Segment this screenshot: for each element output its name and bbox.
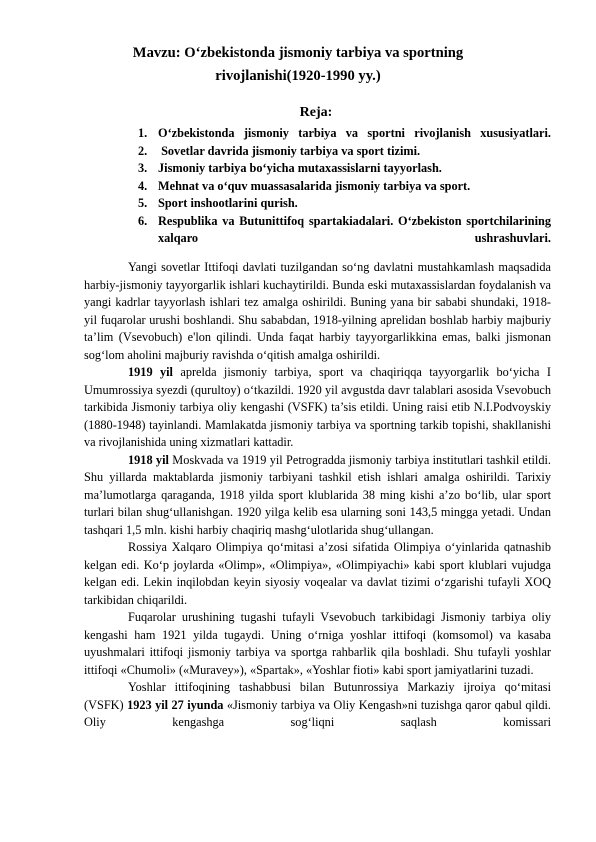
paragraph-bold-date: 1923 yil 27 iyunda	[127, 697, 224, 712]
plan-item-number: 2.	[138, 143, 148, 158]
paragraph	[84, 364, 551, 452]
document-title: Mavzu: O‘zbekistonda jismoniy tarbiya va sportning rivojlanishi(1920-1990 yy.)	[132, 45, 464, 84]
plan-item-number: 1.	[138, 126, 148, 140]
plan-item	[138, 160, 551, 178]
plan-item	[138, 178, 551, 196]
paragraph	[84, 679, 551, 732]
paragraph-text: Yoshlar ittifoqining tashabbusi bilan Butunrossiya Markaziy ijroiya qo‘mitasi (VSFK)	[84, 680, 551, 712]
paragraph-text: Moskvada va 1919 yil Petrogradda jismoniy tarbiya institutlari tashkil etildi. Shu yillarda maktablarda jismoniy tarbiyani tashkil etish ishlari amalga oshirildi. Tarixiy ma’lumotlarga qaraganda, 1918 yilda sport klublarida 38 ming kishi a’zo bo‘lib, ular sport turlari bilan shug‘ullanishgan. 1920 yilga kelib esa ularning soni 143,5 mingga yetadi. Undan tashqari 1,5 mln. kishi harbiy chaqiriq mashg‘ulotlarida shug‘ullangan.	[84, 452, 551, 537]
paragraph	[84, 259, 551, 364]
paragraph-text: «Jismoniy tarbiya va Oliy Kengash»ni tuzishga qaror qabul qildi. Oliy kengashga sog‘liqni saqlash komissari	[84, 697, 552, 729]
paragraph	[84, 609, 551, 679]
plan-item-number: 5.	[138, 196, 148, 210]
plan-item-number: 4.	[138, 178, 148, 193]
plan-item	[138, 125, 551, 143]
plan-item-text: Mehnat va o‘quv muassasalarida jismoniy tarbiya va sport.	[158, 178, 471, 193]
paragraph	[84, 539, 551, 609]
plan-item-text: O‘zbekistonda jismoniy tarbiya va sportni rivojlanish xususiyatlari.	[158, 126, 551, 140]
paragraph	[84, 452, 551, 540]
body-text	[84, 259, 551, 732]
paragraph-text: Fuqarolar urushining tugashi tufayli Vsevobuch tarkibidagi Jismoniy tarbiya oliy kengashi ham 1921 yilda tugaydi. Uning o‘rniga yoshlar ittifoqi (komsomol) va kasaba uyushmalari ittifoqi jismoniy tarbiya va sportga rahbarlik qila boshladi. Shu tufayli yoshlar ittifoqi «Chumoli» («Muravey»), «Spartak», «Yoshlar fioti» kabi sport jamiyatlarini tuzadi.	[84, 610, 551, 677]
plan-heading: Reja:	[299, 105, 333, 120]
plan-item	[138, 195, 551, 213]
plan-item-number: 3.	[138, 161, 148, 175]
plan-item-text: Sport inshootlarini qurish.	[158, 196, 298, 210]
paragraph-text: aprelda jismoniy tarbiya, sport va chaqiriqqa tayyorgarlik bo‘yicha I Umumrossiya syezdi (qurultoy) o‘tkazildi. 1920 yil avgustda davr talablari asosida Vsevobuch tarkibida Jismoniy tarbiya oliy kengashi (VSFK) ta’sis etildi. Uning raisi etib N.I.Podvoyskiy (1880-1948) tayinlandi. Mamlakatda jismoniy tarbiya va sportning tarkib topishi, shakllanishi va rivojlanishida uning xizmatlari kattadir.	[84, 365, 551, 449]
plan-item	[138, 213, 551, 248]
plan-list	[138, 125, 551, 248]
plan-item-text: Sovetlar davrida jismoniy tarbiya va sport tizimi.	[158, 143, 421, 158]
plan-item-number: 6.	[138, 213, 148, 228]
plan-item-text: Respublika va Butunittifoq spartakiadalari. O‘zbekiston sportchilarining xalqaro ushrashuvlari.	[158, 213, 551, 245]
paragraph-bold-year: 1918 yil	[128, 452, 169, 467]
paragraph-text: Yangi sovetlar Ittifoqi davlati tuzilgandan so‘ng davlatni mustahkamlash maqsadida harbiy-jismoniy tayyorgarlik ishlari kuchaytirildi. Bunda eski mutaxassislardan foydalanish va yangi kadrlar tayyorlash ishlari tez amalga oshirildi. Buning yana bir sababi shundaki, 1918-yil fuqarolar urushi boshlandi. Shu sababdan, 1918-yilning aprelidan boshlab harbiy majburiy ta’lim (Vsevobuch) e'lon qilindi. Unda faqat harbiy tayyorgarlikkina emas, balki jismonan sog‘lom aholini majburiy ravishda o‘qitish amalga oshirildi.	[84, 260, 551, 362]
plan-item-text: Jismoniy tarbiya bo‘yicha mutaxassislarni tayyorlash.	[158, 161, 442, 175]
plan-item	[138, 143, 551, 161]
paragraph-text: Rossiya Xalqaro Olimpiya qo‘mitasi a’zosi sifatida Olimpiya o‘yinlarida qatnashib kelgan edi. Ko‘p joylarda «Olimp», «Olimpiya», «Olimpiyachi» kabi sport klublari vujudga kelgan edi. Lekin inqilobdan keyin siyosiy voqealar va davlat tizimi o‘zgarishi tufayli XOQ tarkibidan chiqarildi.	[84, 540, 551, 607]
paragraph-bold-year: 1919 yil	[128, 365, 173, 379]
